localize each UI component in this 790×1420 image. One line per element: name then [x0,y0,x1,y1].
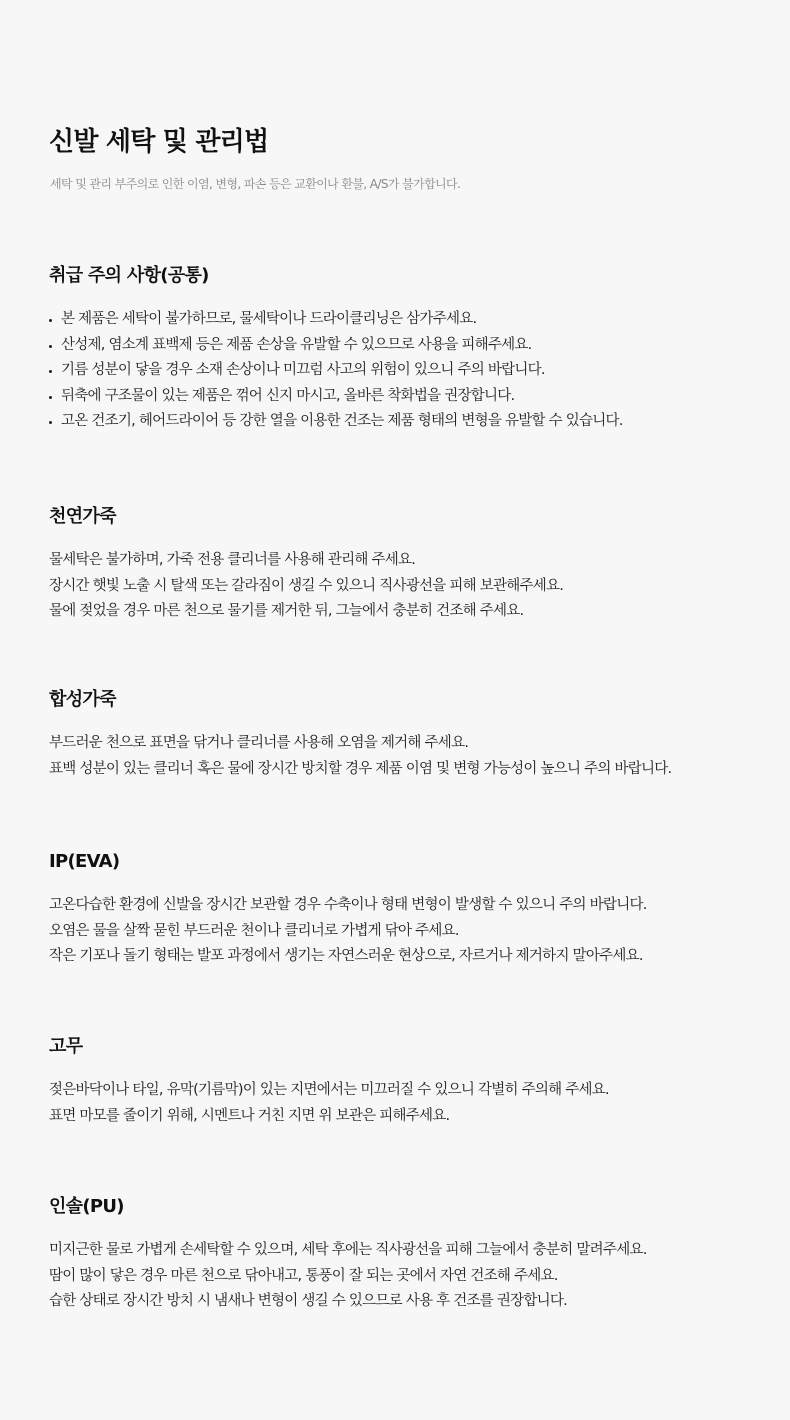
bullet-icon [49,396,52,399]
section-body [49,731,784,782]
paragraph-line: 장시간 햇빛 노출 시 탈색 또는 갈라짐이 생길 수 있으니 직사광선을 피해 보관해주세요. [49,577,564,594]
paragraph-line: 젖은바닥이나 타일, 유막(기름막)이 있는 지면에서는 미끄러질 수 있으니 각별히 주의해 주세요. [49,1082,609,1098]
list-item-text: 뒤축에 구조물이 있는 제품은 꺾어 신지 마시고, 올바른 착화법을 권장합니다. [61,387,515,404]
list-item [49,307,784,333]
section-heading: 합성가죽 [49,689,116,710]
page-subtitle: 세탁 및 관리 부주의로 인한 이염, 변형, 파손 등은 교환이나 환불, A/S가 불가합니다. [50,177,461,191]
list-item-text: 기름 성분이 닿을 경우 소재 손상이나 미끄럼 사고의 위험이 있으니 주의 바랍니다. [61,362,545,378]
section-ip-eva [49,850,784,970]
bullet-icon [49,370,52,373]
section-heading: 고무 [49,1036,83,1057]
list-item [49,384,784,410]
paragraph-line: 부드러운 천으로 표면을 닦거나 클리너를 사용해 오염을 제거해 주세요. [49,735,469,751]
section-body [49,1238,784,1315]
paragraph-line: 습한 상태로 장시간 방치 시 냄새나 변형이 생길 수 있으므로 사용 후 건조를 권장합니다. [49,1293,568,1309]
section-insole-pu [49,1195,784,1315]
list-item-text: 산성제, 염소계 표백제 등은 제품 손상을 유발할 수 있으므로 사용을 피해주세요. [61,336,532,353]
section-body [49,548,784,625]
list-item [49,333,784,359]
bullet-icon [49,319,52,322]
section-body [49,893,784,970]
paragraph-line: 땀이 많이 닿은 경우 마른 천으로 닦아내고, 통풍이 잘 되는 곳에서 자연 건조해 주세요. [49,1267,558,1284]
paragraph-line: 물에 젖었을 경우 마른 천으로 물기를 제거한 뒤, 그늘에서 충분히 건조해 주세요. [49,603,524,619]
section-heading: 천연가죽 [49,506,116,527]
list-item-text: 본 제품은 세탁이 불가하므로, 물세탁이나 드라이클리닝은 삼가주세요. [61,311,477,327]
paragraph-line: 오염은 물을 살짝 묻힌 부드러운 천이나 클리너로 가볍게 닦아 주세요. [49,922,459,939]
paragraph-line: 고온다습한 환경에 신발을 장시간 보관할 경우 수축이나 형태 변형이 발생할 수 있으니 주의 바랍니다. [49,897,647,913]
section-synthetic-leather [49,688,784,782]
section-natural-leather [49,505,784,625]
section-heading: IP(EVA) [49,851,120,872]
section-body [49,1078,784,1129]
section-common-precautions [49,264,784,435]
section-heading: 인솔(PU) [49,1196,124,1217]
section-body [49,307,784,435]
bullet-icon [49,421,52,424]
section-rubber [49,1035,784,1129]
page-title: 신발 세탁 및 관리법 [49,127,269,157]
paragraph-line: 물세탁은 불가하며, 가죽 전용 클리너를 사용해 관리해 주세요. [49,552,416,568]
paragraph-line: 작은 기포나 돌기 형태는 발포 과정에서 생기는 자연스러운 현상으로, 자르거나 제거하지 말아주세요. [49,948,643,964]
list-item [49,358,784,384]
paragraph-line: 미지근한 물로 가볍게 손세탁할 수 있으며, 세탁 후에는 직사광선을 피해 그늘에서 충분히 말려주세요. [49,1242,647,1258]
section-heading: 취급 주의 사항(공통) [49,265,209,286]
list-item-text: 고온 건조기, 헤어드라이어 등 강한 열을 이용한 건조는 제품 형태의 변형을 유발할 수 있습니다. [61,413,623,429]
list-item [49,409,784,435]
paragraph-line: 표면 마모를 줄이기 위해, 시멘트나 거친 지면 위 보관은 피해주세요. [49,1107,450,1124]
paragraph-line: 표백 성분이 있는 클리너 혹은 물에 장시간 방치할 경우 제품 이염 및 변형 가능성이 높으니 주의 바랍니다. [49,760,672,777]
bullet-icon [49,345,52,348]
